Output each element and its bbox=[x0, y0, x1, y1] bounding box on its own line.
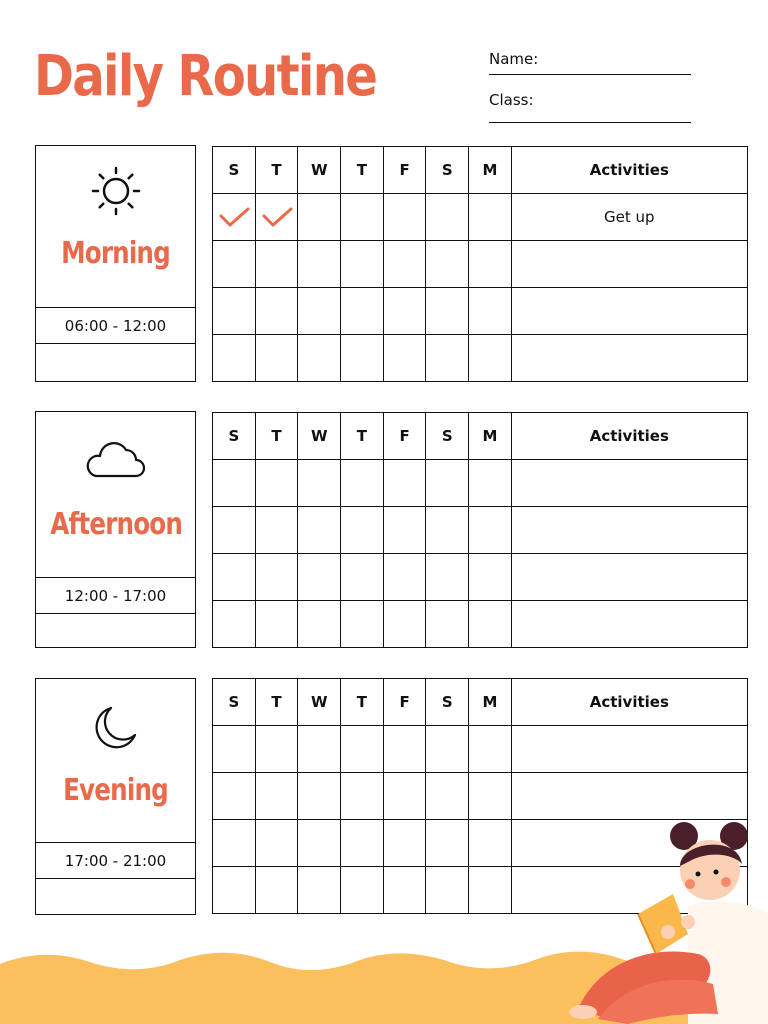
morning-box bbox=[35, 145, 196, 382]
day-header-4: F bbox=[383, 679, 426, 726]
table-row bbox=[213, 194, 748, 241]
day-header-0: S bbox=[213, 413, 256, 460]
check-cell[interactable] bbox=[426, 288, 469, 335]
table-row bbox=[213, 554, 748, 601]
day-header-2: W bbox=[298, 679, 341, 726]
period-label-morning: Morning bbox=[61, 236, 170, 271]
check-cell[interactable] bbox=[255, 820, 298, 867]
day-header-2: W bbox=[298, 413, 341, 460]
check-cell[interactable] bbox=[469, 601, 512, 648]
check-cell[interactable] bbox=[213, 335, 256, 382]
check-cell[interactable] bbox=[426, 820, 469, 867]
check-cell[interactable] bbox=[255, 867, 298, 914]
period-time-afternoon: 12:00 - 17:00 bbox=[36, 577, 195, 614]
check-cell[interactable] bbox=[213, 554, 256, 601]
check-cell[interactable] bbox=[255, 194, 298, 241]
day-header-4: F bbox=[383, 413, 426, 460]
check-cell[interactable] bbox=[383, 335, 426, 382]
day-header-0: S bbox=[213, 147, 256, 194]
class-label: Class: bbox=[489, 91, 534, 109]
activity-cell[interactable] bbox=[511, 507, 747, 554]
day-header-2: W bbox=[298, 147, 341, 194]
check-cell[interactable] bbox=[469, 507, 512, 554]
check-cell[interactable] bbox=[213, 820, 256, 867]
check-cell[interactable] bbox=[213, 601, 256, 648]
table-row bbox=[213, 335, 748, 382]
check-cell[interactable] bbox=[341, 460, 384, 507]
check-cell[interactable] bbox=[255, 335, 298, 382]
check-cell[interactable] bbox=[426, 335, 469, 382]
check-cell[interactable] bbox=[426, 194, 469, 241]
table-row bbox=[213, 601, 748, 648]
check-cell[interactable] bbox=[469, 773, 512, 820]
activity-cell[interactable] bbox=[511, 335, 747, 382]
check-cell[interactable] bbox=[426, 241, 469, 288]
period-label-evening: Evening bbox=[63, 773, 168, 808]
day-header-3: T bbox=[341, 413, 384, 460]
check-cell[interactable] bbox=[469, 460, 512, 507]
afternoon-box bbox=[35, 411, 196, 648]
check-cell[interactable] bbox=[255, 554, 298, 601]
check-cell[interactable] bbox=[383, 241, 426, 288]
table-row bbox=[213, 773, 748, 820]
header-row bbox=[213, 679, 748, 726]
check-cell[interactable] bbox=[426, 726, 469, 773]
girl-reading-illustration bbox=[538, 814, 768, 1024]
check-cell[interactable] bbox=[298, 460, 341, 507]
check-cell[interactable] bbox=[213, 194, 256, 241]
afternoon-table bbox=[212, 412, 748, 648]
check-icon bbox=[218, 206, 250, 228]
check-cell[interactable] bbox=[298, 601, 341, 648]
check-cell[interactable] bbox=[213, 867, 256, 914]
period-time-morning: 06:00 - 12:00 bbox=[36, 307, 195, 344]
day-header-3: T bbox=[341, 679, 384, 726]
check-cell[interactable] bbox=[341, 335, 384, 382]
day-header-6: M bbox=[469, 147, 512, 194]
check-cell[interactable] bbox=[213, 726, 256, 773]
check-cell[interactable] bbox=[383, 820, 426, 867]
check-cell[interactable] bbox=[469, 554, 512, 601]
check-cell[interactable] bbox=[383, 554, 426, 601]
name-field[interactable] bbox=[489, 50, 691, 75]
check-cell[interactable] bbox=[341, 507, 384, 554]
check-cell[interactable] bbox=[383, 726, 426, 773]
check-cell[interactable] bbox=[469, 241, 512, 288]
activities-header: Activities bbox=[511, 413, 747, 460]
table-row bbox=[213, 507, 748, 554]
check-cell[interactable] bbox=[469, 867, 512, 914]
check-cell[interactable] bbox=[213, 507, 256, 554]
sun-icon bbox=[89, 164, 143, 222]
check-cell[interactable] bbox=[213, 773, 256, 820]
check-cell[interactable] bbox=[341, 726, 384, 773]
check-cell[interactable] bbox=[426, 507, 469, 554]
check-cell[interactable] bbox=[383, 460, 426, 507]
check-cell[interactable] bbox=[341, 773, 384, 820]
day-header-5: S bbox=[426, 679, 469, 726]
check-cell[interactable] bbox=[426, 554, 469, 601]
check-cell[interactable] bbox=[426, 867, 469, 914]
check-cell[interactable] bbox=[341, 241, 384, 288]
check-cell[interactable] bbox=[298, 726, 341, 773]
check-cell[interactable] bbox=[383, 288, 426, 335]
check-cell[interactable] bbox=[469, 194, 512, 241]
check-cell[interactable] bbox=[383, 507, 426, 554]
check-icon bbox=[261, 206, 293, 228]
check-cell[interactable] bbox=[426, 773, 469, 820]
day-header-3: T bbox=[341, 147, 384, 194]
page-title: Daily Routine bbox=[34, 44, 377, 109]
check-cell[interactable] bbox=[383, 867, 426, 914]
check-cell[interactable] bbox=[383, 194, 426, 241]
check-cell[interactable] bbox=[383, 601, 426, 648]
day-header-6: M bbox=[469, 679, 512, 726]
check-cell[interactable] bbox=[426, 460, 469, 507]
check-cell[interactable] bbox=[298, 194, 341, 241]
check-cell[interactable] bbox=[341, 288, 384, 335]
activity-cell[interactable] bbox=[511, 601, 747, 648]
cloud-icon bbox=[86, 438, 146, 484]
table-row bbox=[213, 288, 748, 335]
check-cell[interactable] bbox=[426, 601, 469, 648]
check-cell[interactable] bbox=[213, 241, 256, 288]
day-header-5: S bbox=[426, 147, 469, 194]
check-cell[interactable] bbox=[341, 601, 384, 648]
check-cell[interactable] bbox=[298, 867, 341, 914]
check-cell[interactable] bbox=[469, 820, 512, 867]
day-header-5: S bbox=[426, 413, 469, 460]
check-cell[interactable] bbox=[469, 288, 512, 335]
activity-cell[interactable] bbox=[511, 726, 747, 773]
activity-cell[interactable]: Get up bbox=[511, 194, 747, 241]
check-cell[interactable] bbox=[298, 288, 341, 335]
check-cell[interactable] bbox=[298, 507, 341, 554]
header-row bbox=[213, 147, 748, 194]
check-cell[interactable] bbox=[213, 288, 256, 335]
check-cell[interactable] bbox=[255, 601, 298, 648]
check-cell[interactable] bbox=[255, 726, 298, 773]
check-cell[interactable] bbox=[255, 773, 298, 820]
activity-cell[interactable] bbox=[511, 554, 747, 601]
check-cell[interactable] bbox=[469, 335, 512, 382]
evening-box bbox=[35, 678, 196, 915]
check-cell[interactable] bbox=[469, 726, 512, 773]
name-label: Name: bbox=[489, 50, 539, 68]
check-cell[interactable] bbox=[298, 554, 341, 601]
activities-header: Activities bbox=[511, 679, 747, 726]
header-row bbox=[213, 413, 748, 460]
day-header-0: S bbox=[213, 679, 256, 726]
period-time-evening: 17:00 - 21:00 bbox=[36, 842, 195, 879]
check-cell[interactable] bbox=[341, 867, 384, 914]
day-header-1: T bbox=[255, 679, 298, 726]
activity-cell[interactable] bbox=[511, 241, 747, 288]
check-cell[interactable] bbox=[213, 460, 256, 507]
activity-cell[interactable] bbox=[511, 773, 747, 820]
activity-cell[interactable] bbox=[511, 460, 747, 507]
check-cell[interactable] bbox=[255, 507, 298, 554]
check-cell[interactable] bbox=[341, 194, 384, 241]
check-cell[interactable] bbox=[255, 288, 298, 335]
check-cell[interactable] bbox=[383, 773, 426, 820]
day-header-1: T bbox=[255, 413, 298, 460]
period-label-afternoon: Afternoon bbox=[50, 507, 183, 542]
day-header-4: F bbox=[383, 147, 426, 194]
morning-table bbox=[212, 146, 748, 382]
check-cell[interactable] bbox=[298, 241, 341, 288]
check-cell[interactable] bbox=[298, 773, 341, 820]
check-cell[interactable] bbox=[341, 554, 384, 601]
check-cell[interactable] bbox=[298, 820, 341, 867]
activity-cell[interactable] bbox=[511, 288, 747, 335]
check-cell[interactable] bbox=[341, 820, 384, 867]
table-row bbox=[213, 726, 748, 773]
moon-icon bbox=[93, 705, 139, 755]
class-field[interactable] bbox=[489, 91, 691, 123]
table-row bbox=[213, 241, 748, 288]
activities-header: Activities bbox=[511, 147, 747, 194]
check-cell[interactable] bbox=[298, 335, 341, 382]
table-row bbox=[213, 460, 748, 507]
day-header-1: T bbox=[255, 147, 298, 194]
check-cell[interactable] bbox=[255, 241, 298, 288]
check-cell[interactable] bbox=[255, 460, 298, 507]
day-header-6: M bbox=[469, 413, 512, 460]
